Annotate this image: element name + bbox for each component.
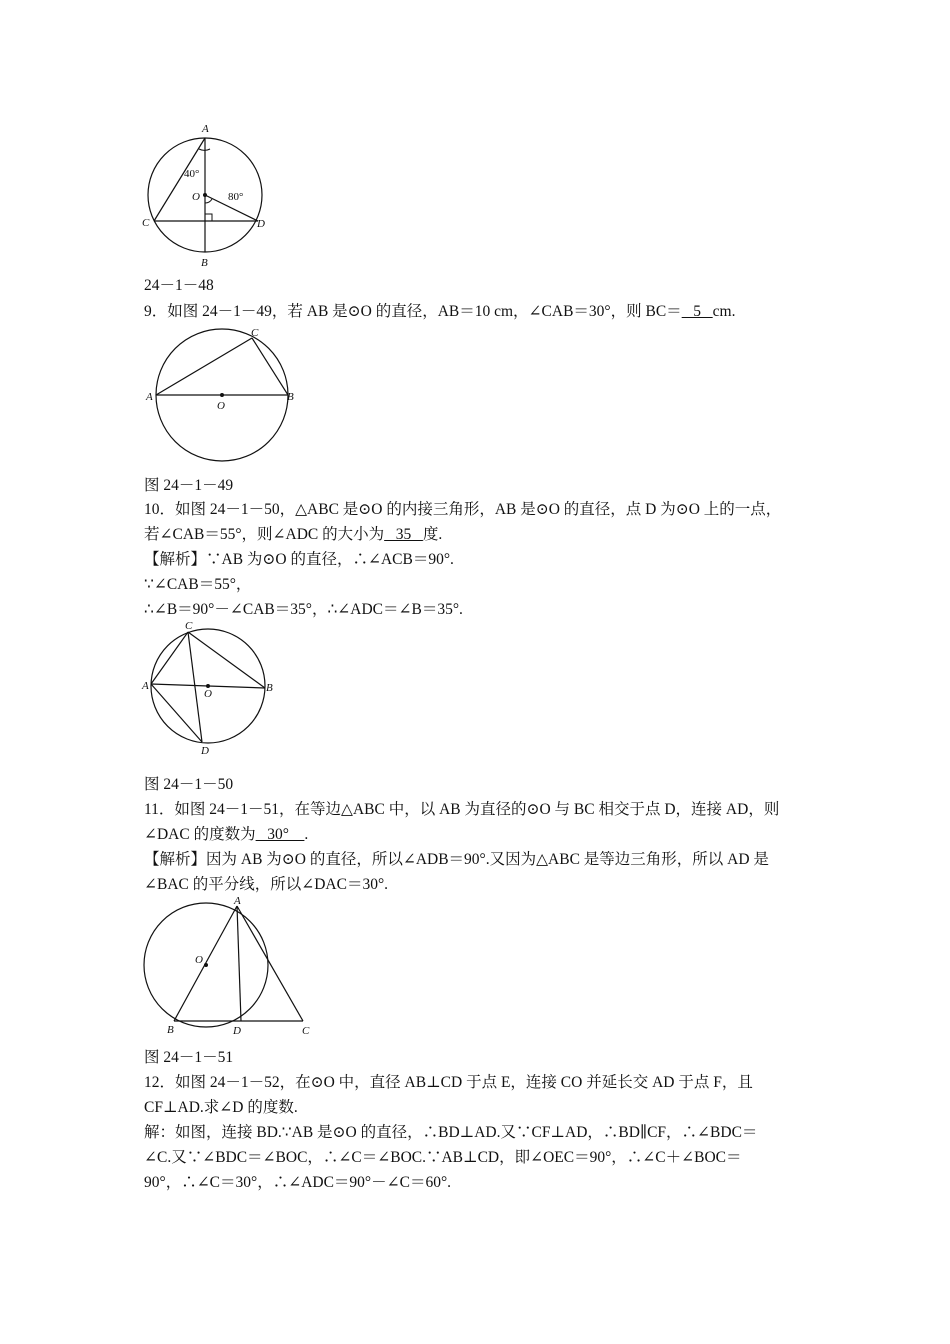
q11-line2 bbox=[144, 825, 308, 845]
fig51-label-c: C bbox=[302, 1025, 310, 1037]
fig49-label-b: B bbox=[287, 391, 294, 403]
fig48-label-o: O bbox=[192, 191, 200, 203]
q10-line2 bbox=[144, 525, 442, 545]
q11-line2-pre: ∠DAC 的度数为 bbox=[144, 826, 256, 843]
q9-answer: 5 bbox=[681, 303, 713, 320]
q10-line2-pre: 若∠CAB＝55°，则∠ADC 的大小为 bbox=[144, 526, 385, 543]
figure-24-1-48 bbox=[140, 120, 270, 270]
q11-analysis-1: 【解析】因为 AB 为⊙O 的直径，所以∠ADB＝90°.又因为△ABC 是等边三角形，所以 AD 是 bbox=[144, 851, 769, 868]
fig48-label-d: D bbox=[257, 218, 265, 230]
q11-answer: 30° bbox=[255, 826, 305, 843]
fig50-label-b: B bbox=[266, 682, 273, 694]
q12-solution-3: 90°，∴∠C＝30°，∴∠ADC＝90°－∠C＝60°. bbox=[144, 1174, 452, 1191]
q10-answer: 35 bbox=[384, 526, 423, 543]
fig51-caption: 图 24－1－51 bbox=[144, 1049, 234, 1066]
fig49-label-a: A bbox=[146, 391, 153, 403]
q11-analysis-2: ∠BAC 的平分线，所以∠DAC＝30°. bbox=[144, 876, 389, 893]
q10-line2-post: 度. bbox=[422, 526, 443, 543]
fig49-label-o: O bbox=[217, 400, 225, 412]
figure-24-1-51-drawing bbox=[140, 893, 320, 1043]
fig50-label-c: C bbox=[185, 620, 193, 632]
fig51-label-b: B bbox=[167, 1024, 174, 1036]
q10-analysis-3: ∴∠B＝90°－∠CAB＝35°，∴∠ADC＝∠B＝35°. bbox=[144, 601, 463, 618]
q10-analysis-1: 【解析】∵AB 为⊙O 的直径，∴∠ACB＝90°. bbox=[144, 551, 454, 568]
q12-solution-1: 解：如图，连接 BD.∵AB 是⊙O 的直径，∴BD⊥AD.又∵CF⊥AD，∴BD∥CF，∴∠BDC＝ bbox=[144, 1124, 758, 1141]
fig51-label-d: D bbox=[233, 1025, 241, 1037]
q12-line1: 12．如图 24－1－52，在⊙O 中，直径 AB⊥CD 于点 E，连接 CO 并延长交 AD 于点 F，且 bbox=[144, 1074, 753, 1091]
q9-unit: cm. bbox=[712, 303, 736, 320]
fig51-label-a: A bbox=[234, 895, 241, 907]
q11-line1: 11．如图 24－1－51，在等边△ABC 中，以 AB 为直径的⊙O 与 BC 相交于点 D，连接 AD，则 bbox=[144, 801, 780, 818]
fig49-caption: 图 24－1－49 bbox=[144, 477, 234, 494]
fig50-label-a: A bbox=[142, 680, 149, 692]
fig50-label-o: O bbox=[204, 688, 212, 700]
fig49-label-c: C bbox=[251, 327, 259, 339]
q11-line2-post: . bbox=[304, 826, 309, 843]
q9-text: 9．如图 24－1－49，若 AB 是⊙O 的直径，AB＝10 cm，∠CAB＝30°，则 BC＝ bbox=[144, 303, 682, 320]
fig48-label-b: B bbox=[201, 257, 208, 269]
fig48-caption: 24－1－48 bbox=[144, 277, 214, 294]
figure-24-1-49-drawing bbox=[140, 322, 310, 472]
q10-line1: 10．如图 24－1－50，△ABC 是⊙O 的内接三角形，AB 是⊙O 的直径，点 D 为⊙O 上的一点， bbox=[144, 501, 782, 518]
fig48-label-a: A bbox=[202, 123, 209, 135]
q10-analysis-2: ∵∠CAB＝55°， bbox=[144, 576, 252, 593]
fig50-caption: 图 24－1－50 bbox=[144, 776, 234, 793]
q12-solution-2: ∠C.又∵∠BDC＝∠BOC，∴∠C＝∠BOC.∵AB⊥CD，即∠OEC＝90°，∴∠C＋∠BOC＝ bbox=[144, 1149, 742, 1166]
figure-24-1-48-drawing bbox=[140, 120, 270, 270]
fig50-label-d: D bbox=[201, 745, 209, 757]
fig48-angle-a: 40° bbox=[184, 168, 200, 180]
figure-24-1-50 bbox=[140, 618, 280, 758]
figure-24-1-49 bbox=[140, 322, 310, 472]
fig48-angle-o: 80° bbox=[228, 191, 244, 203]
fig51-label-o: O bbox=[195, 954, 203, 966]
fig48-label-c: C bbox=[142, 217, 150, 229]
figure-24-1-51 bbox=[140, 893, 320, 1043]
question-9 bbox=[144, 302, 735, 322]
q12-line2: CF⊥AD.求∠D 的度数. bbox=[144, 1099, 298, 1116]
figure-24-1-50-drawing bbox=[140, 618, 280, 758]
